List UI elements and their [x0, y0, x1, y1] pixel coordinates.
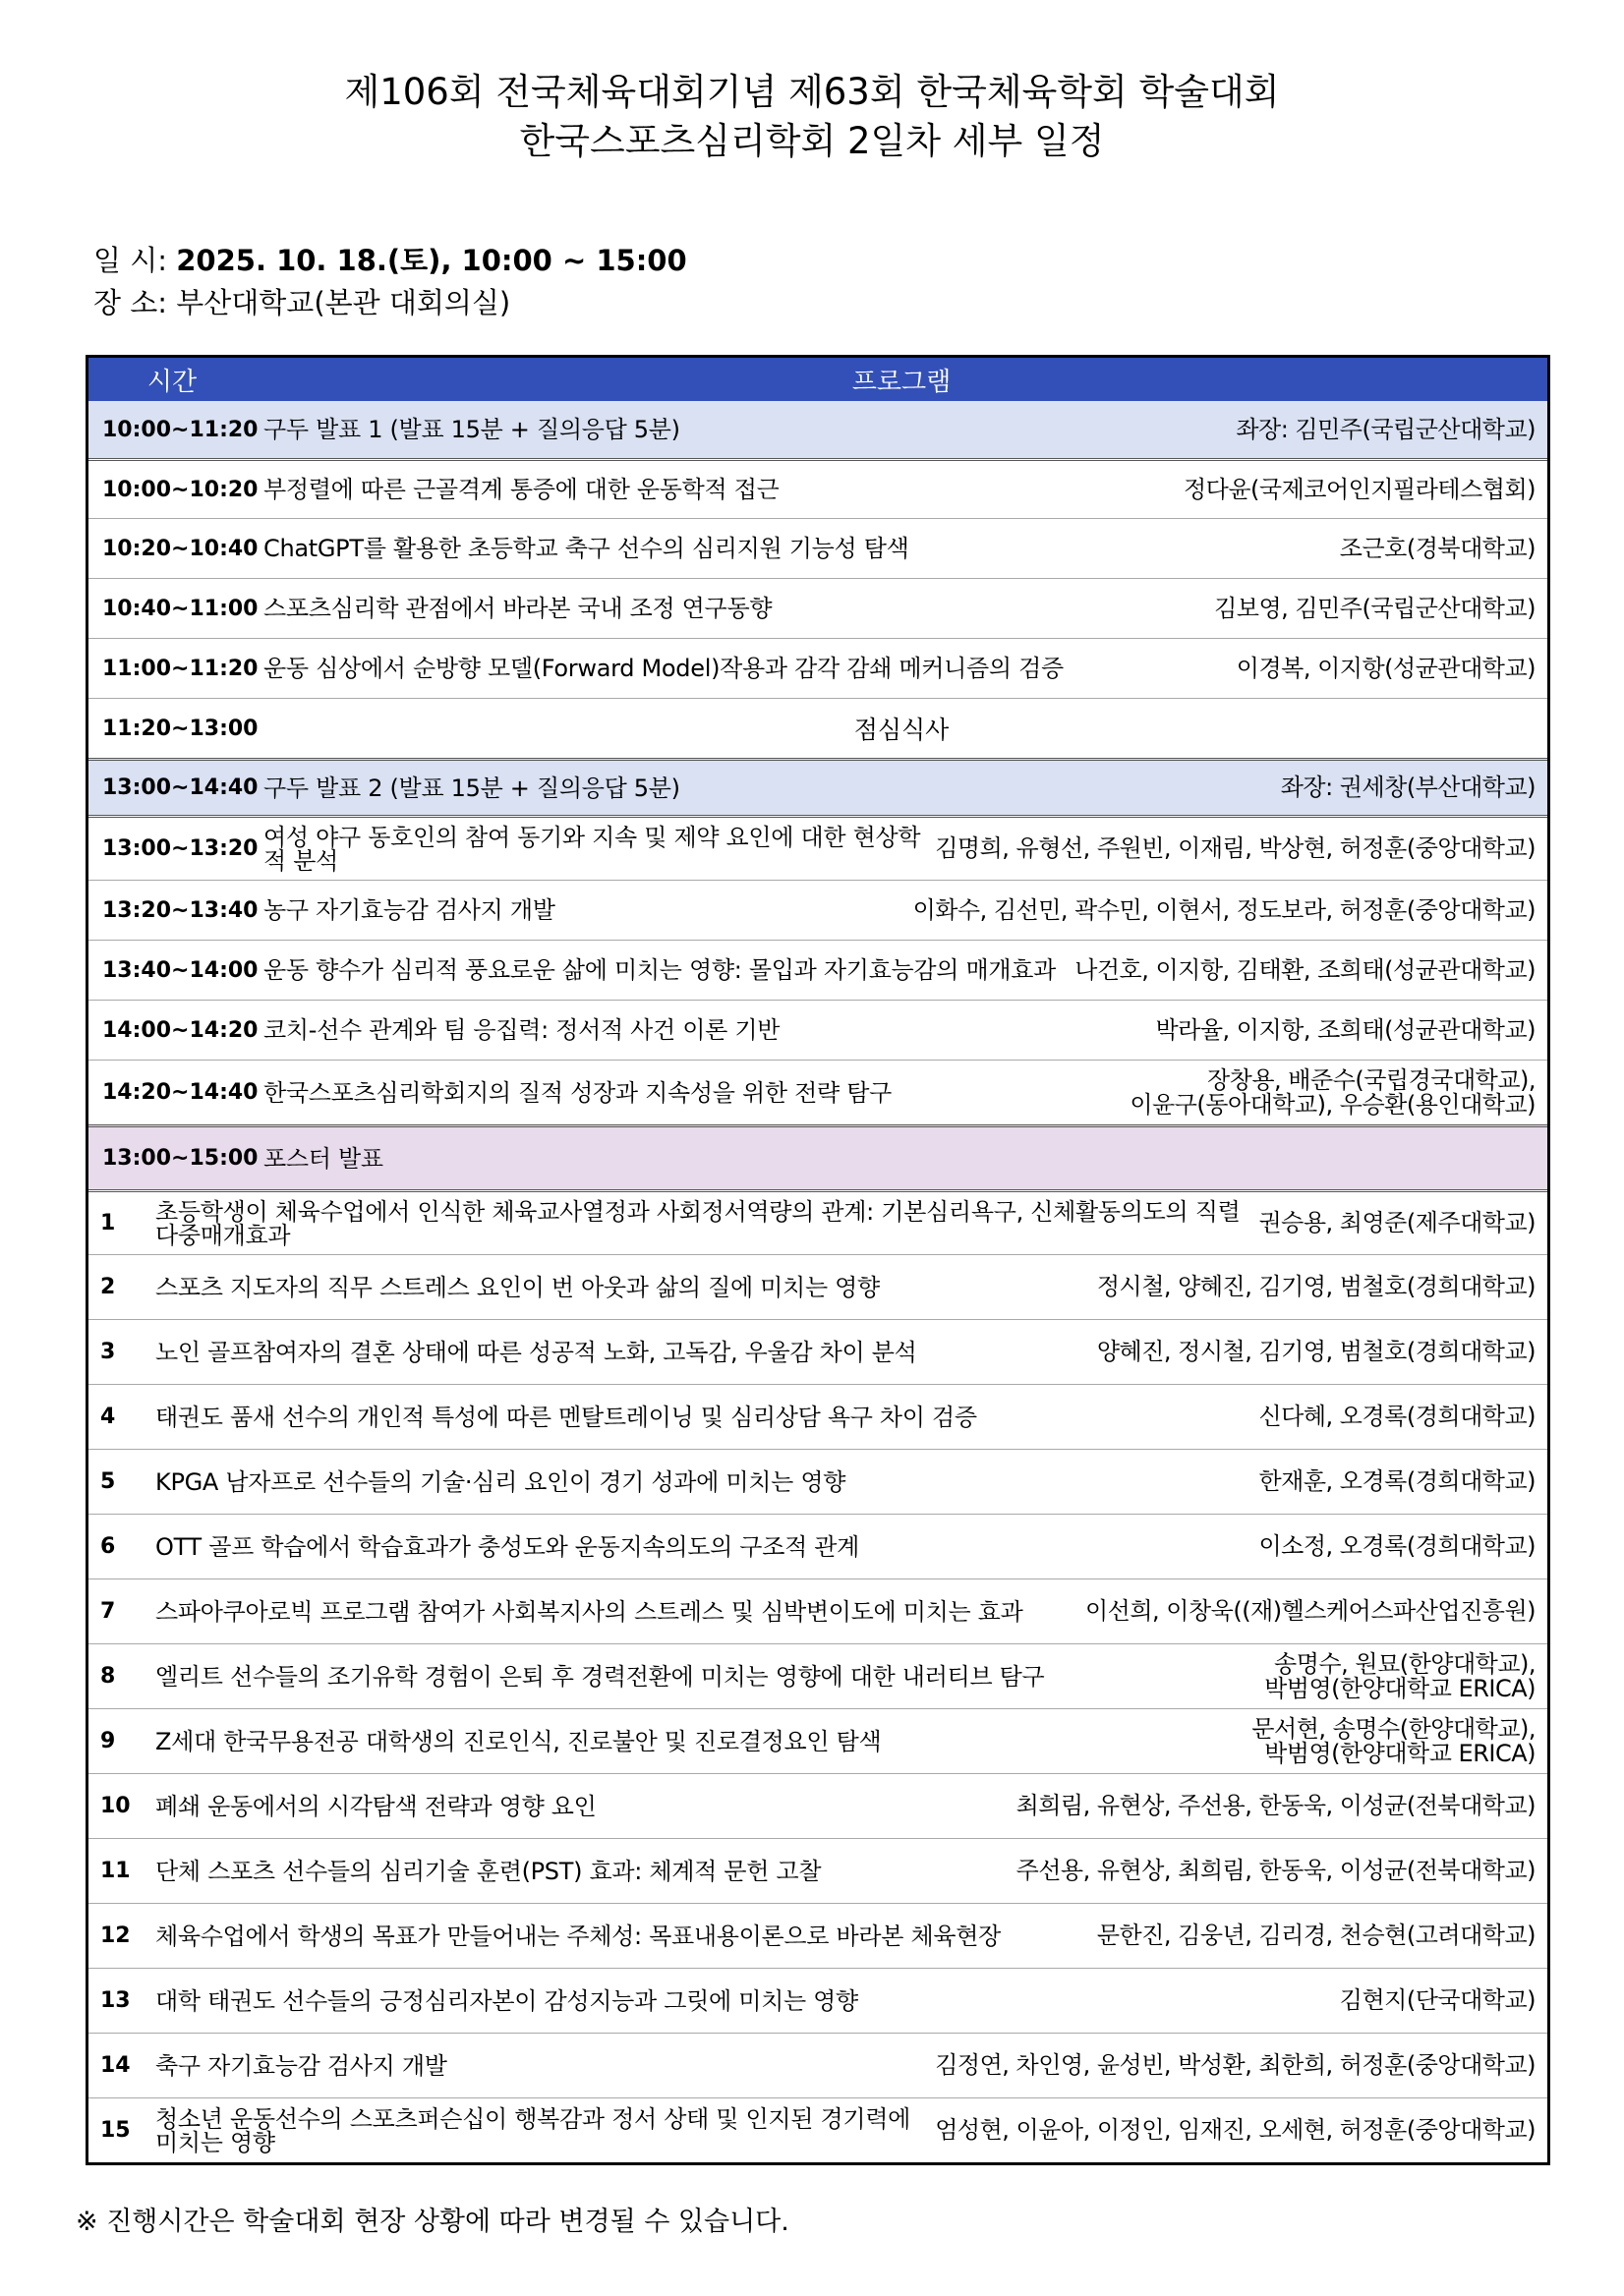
title-line1: 제106회 전국체육대회기념 제63회 한국체육학회 학술대회	[344, 71, 1280, 113]
poster-authors: 신다혜, 오경록(경희대학교)	[1258, 1403, 1536, 1430]
place-value: 부산대학교(본관 대회의실)	[176, 286, 511, 319]
poster-authors: 엄성현, 이윤아, 이정인, 임재진, 오세현, 허정훈(중앙대학교)	[935, 2116, 1536, 2144]
authors-line1: 문서현, 송명수(한양대학교),	[1251, 1714, 1536, 1743]
row-title: ChatGPT를 활용한 초등학교 축구 선수의 심리지원 기능성 탐색	[263, 535, 909, 562]
poster-num: 6	[100, 1534, 116, 1559]
schedule-table	[86, 355, 1550, 2165]
poster-row	[88, 1384, 1547, 1449]
row-authors: 김명희, 유형선, 주원빈, 이재림, 박상현, 허정훈(중앙대학교)	[935, 834, 1536, 862]
table-row	[88, 1060, 1547, 1124]
row-title: 코치-선수 관계와 팀 응집력: 정서적 사건 이론 기반	[263, 1016, 781, 1044]
authors-line1: 장창용, 배준수(국립경국대학교),	[1206, 1065, 1536, 1094]
table-row	[88, 638, 1547, 698]
poster-title: 스포츠 지도자의 직무 스트레스 요인이 번 아웃과 삶의 질에 미치는 영향	[155, 1273, 880, 1301]
header-time: 시간	[146, 367, 198, 397]
poster-row	[88, 1708, 1547, 1773]
poster-authors: 양혜진, 정시철, 김기영, 범철호(경희대학교)	[1096, 1338, 1536, 1365]
lunch-row	[88, 698, 1547, 758]
row-time: 10:20~10:40	[102, 536, 259, 561]
poster-num: 14	[100, 2053, 131, 2078]
poster-title: 폐쇄 운동에서의 시각탐색 전략과 영향 요인	[155, 1792, 597, 1820]
header-program: 프로그램	[851, 367, 952, 397]
section-row-oral2	[88, 758, 1547, 815]
row-authors: 박라율, 이지항, 조희태(성균관대학교)	[1155, 1015, 1536, 1044]
section-chair: 좌장: 김민주(국립군산대학교)	[1236, 415, 1536, 443]
poster-row	[88, 1773, 1547, 1838]
lunch-time: 11:20~13:00	[102, 716, 259, 741]
row-title: 한국스포츠심리학회지의 질적 성장과 지속성을 위한 전략 탐구	[263, 1078, 892, 1107]
date-info	[93, 241, 687, 280]
poster-title: 초등학생이 체육수업에서 인식한 체육교사열정과 사회정서역량의 관계: 기본심리욕구, 신체활동의도의 직렬다중매개효과	[155, 1197, 1241, 1249]
poster-title: 축구 자기효능감 검사지 개발	[155, 2051, 447, 2080]
poster-title: Z세대 한국무용전공 대학생의 진로인식, 진로불안 및 진로결정요인 탐색	[155, 1727, 882, 1755]
poster-row	[88, 1319, 1547, 1384]
poster-title: 단체 스포츠 선수들의 심리기술 훈련(PST) 효과: 체계적 문헌 고찰	[155, 1857, 822, 1885]
poster-authors: 이선희, 이창욱((재)헬스케어스파산업진흥원)	[1084, 1597, 1536, 1625]
poster-title: 스파아쿠아로빅 프로그램 참여가 사회복지사의 스트레스 및 심박변이도에 미치는 효과	[155, 1597, 1023, 1626]
poster-row	[88, 2097, 1547, 2162]
row-time: 10:40~11:00	[102, 596, 259, 621]
section-row-poster	[88, 1124, 1547, 1189]
table-row	[88, 578, 1547, 638]
row-authors: 정다윤(국제코어인지필라테스협회)	[1184, 475, 1536, 503]
poster-num: 7	[100, 1599, 116, 1624]
poster-title: 태권도 품새 선수의 개인적 특성에 따른 멘탈트레이닝 및 심리상담 욕구 차이 검증	[155, 1403, 977, 1431]
row-time: 10:00~10:20	[102, 477, 259, 502]
section-time: 10:00~11:20	[102, 417, 259, 442]
row-authors: 김보영, 김민주(국립군산대학교)	[1214, 594, 1536, 622]
poster-num: 9	[100, 1729, 116, 1753]
poster-num: 15	[100, 2118, 131, 2143]
table-row	[88, 815, 1547, 880]
poster-num: 5	[100, 1469, 116, 1494]
footnote: ※ 진행시간은 학술대회 현장 상황에 따라 변경될 수 있습니다.	[76, 2207, 789, 2237]
poster-row	[88, 1643, 1547, 1708]
section-title: 구두 발표 2 (발표 15분 + 질의응답 5분)	[263, 774, 680, 802]
row-time: 13:00~13:20	[102, 836, 259, 861]
poster-title: 대학 태권도 선수들의 긍정심리자본이 감성지능과 그릿에 미치는 영향	[155, 1986, 858, 2015]
row-time: 11:00~11:20	[102, 656, 259, 681]
row-authors	[1130, 1065, 1547, 1119]
row-authors: 이화수, 김선민, 곽수민, 이현서, 정도보라, 허정훈(중앙대학교)	[912, 895, 1536, 924]
authors-line2: 박범영(한양대학교 ERICA)	[1264, 1739, 1536, 1767]
title-line2: 한국스포츠심리학회 2일차 세부 일정	[519, 120, 1105, 162]
row-title: 부정렬에 따른 근골격계 통증에 대한 운동학적 접근	[263, 476, 780, 503]
poster-row	[88, 1189, 1547, 1254]
poster-authors: 한재훈, 오경록(경희대학교)	[1258, 1467, 1536, 1495]
row-authors: 나건호, 이지항, 김태환, 조희태(성균관대학교)	[1074, 955, 1536, 984]
table-row	[88, 880, 1547, 940]
poster-authors: 문한진, 김웅년, 김리경, 천승현(고려대학교)	[1096, 1922, 1536, 1949]
poster-authors: 김현지(단국대학교)	[1339, 1986, 1536, 2014]
poster-authors: 이소정, 오경록(경희대학교)	[1258, 1532, 1536, 1560]
poster-row	[88, 1838, 1547, 1903]
row-time: 13:20~13:40	[102, 897, 259, 923]
poster-title: OTT 골프 학습에서 학습효과가 충성도와 운동지속의도의 구조적 관계	[155, 1532, 860, 1561]
poster-authors: 정시철, 양혜진, 김기영, 범철호(경희대학교)	[1096, 1273, 1536, 1300]
row-title: 농구 자기효능감 검사지 개발	[263, 896, 555, 924]
date-value: 2025. 10. 18.(토), 10:00 ~ 15:00	[176, 244, 687, 277]
section-title: 구두 발표 1 (발표 15분 + 질의응답 5분)	[263, 416, 680, 443]
section-time: 13:00~14:40	[102, 775, 259, 800]
row-authors: 이경복, 이지항(성균관대학교)	[1236, 654, 1536, 682]
table-header	[88, 358, 1547, 401]
poster-authors: 권승용, 최영준(제주대학교)	[1258, 1209, 1536, 1236]
place-label: 장 소:	[93, 286, 168, 319]
section-chair: 좌장: 권세창(부산대학교)	[1280, 774, 1536, 801]
poster-row	[88, 1449, 1547, 1514]
row-time: 14:00~14:20	[102, 1017, 259, 1043]
poster-row	[88, 1254, 1547, 1319]
poster-authors	[1264, 1649, 1547, 1702]
row-time: 13:40~14:00	[102, 957, 259, 983]
row-title: 스포츠심리학 관점에서 바라본 국내 조정 연구동향	[263, 595, 773, 622]
poster-title: 청소년 운동선수의 스포츠퍼슨십이 행복감과 정서 상태 및 인지된 경기력에 미치는 영향	[155, 2104, 911, 2156]
lunch-label: 점심식사	[853, 716, 950, 744]
authors-line2: 이윤구(동아대학교), 우승환(용인대학교)	[1130, 1090, 1536, 1119]
place-info	[93, 283, 510, 322]
poster-title: KPGA 남자프로 선수들의 기술·심리 요인이 경기 성과에 미치는 영향	[155, 1467, 846, 1496]
poster-row	[88, 1514, 1547, 1578]
table-row	[88, 518, 1547, 578]
poster-title: 체육수업에서 학생의 목표가 만들어내는 주체성: 목표내용이론으로 바라본 체육현장	[155, 1922, 1002, 1950]
poster-title: 노인 골프참여자의 결혼 상태에 따른 성공적 노화, 고독감, 우울감 차이 분석	[155, 1338, 917, 1366]
poster-num: 4	[100, 1405, 116, 1429]
section-time: 13:00~15:00	[102, 1146, 259, 1171]
date-label: 일 시:	[93, 244, 168, 277]
poster-num: 3	[100, 1340, 116, 1364]
poster-row	[88, 1578, 1547, 1643]
poster-row	[88, 2033, 1547, 2097]
section-title: 포스터 발표	[263, 1144, 383, 1173]
poster-num: 8	[100, 1664, 116, 1689]
row-authors: 조근호(경북대학교)	[1339, 534, 1536, 562]
poster-title: 엘리트 선수들의 조기유학 경험이 은퇴 후 경력전환에 미치는 영향에 대한 내러티브 탐구	[155, 1662, 1045, 1691]
poster-authors: 주선용, 유현상, 최희림, 한동욱, 이성균(전북대학교)	[1015, 1857, 1536, 1884]
table-row	[88, 1000, 1547, 1060]
poster-num: 1	[100, 1211, 116, 1235]
poster-num: 10	[100, 1794, 131, 1818]
row-title: 여성 야구 동호인의 참여 동기와 지속 및 제약 요인에 대한 현상학적 분석	[263, 823, 921, 875]
poster-authors: 최희림, 유현상, 주선용, 한동욱, 이성균(전북대학교)	[1015, 1792, 1536, 1819]
table-row	[88, 940, 1547, 1000]
row-title: 운동 향수가 심리적 풍요로운 삶에 미치는 영향: 몰입과 자기효능감의 매개효과	[263, 956, 1057, 984]
poster-row	[88, 1968, 1547, 2033]
section-row-oral1	[88, 401, 1547, 458]
poster-authors: 김정연, 차인영, 윤성빈, 박성환, 최한희, 허정훈(중앙대학교)	[935, 2051, 1536, 2079]
row-title: 운동 심상에서 순방향 모델(Forward Model)작용과 감각 감쇄 메커니즘의 검증	[263, 655, 1064, 682]
poster-num: 11	[100, 1859, 131, 1883]
poster-num: 13	[100, 1988, 131, 2013]
authors-line2: 박범영(한양대학교 ERICA)	[1264, 1674, 1536, 1702]
poster-num: 12	[100, 1923, 131, 1948]
row-time: 14:20~14:40	[102, 1080, 259, 1105]
poster-authors	[1251, 1714, 1547, 1767]
poster-num: 2	[100, 1275, 116, 1299]
table-row	[88, 458, 1547, 518]
poster-row	[88, 1903, 1547, 1968]
authors-line1: 송명수, 원묘(한양대학교),	[1274, 1649, 1536, 1678]
